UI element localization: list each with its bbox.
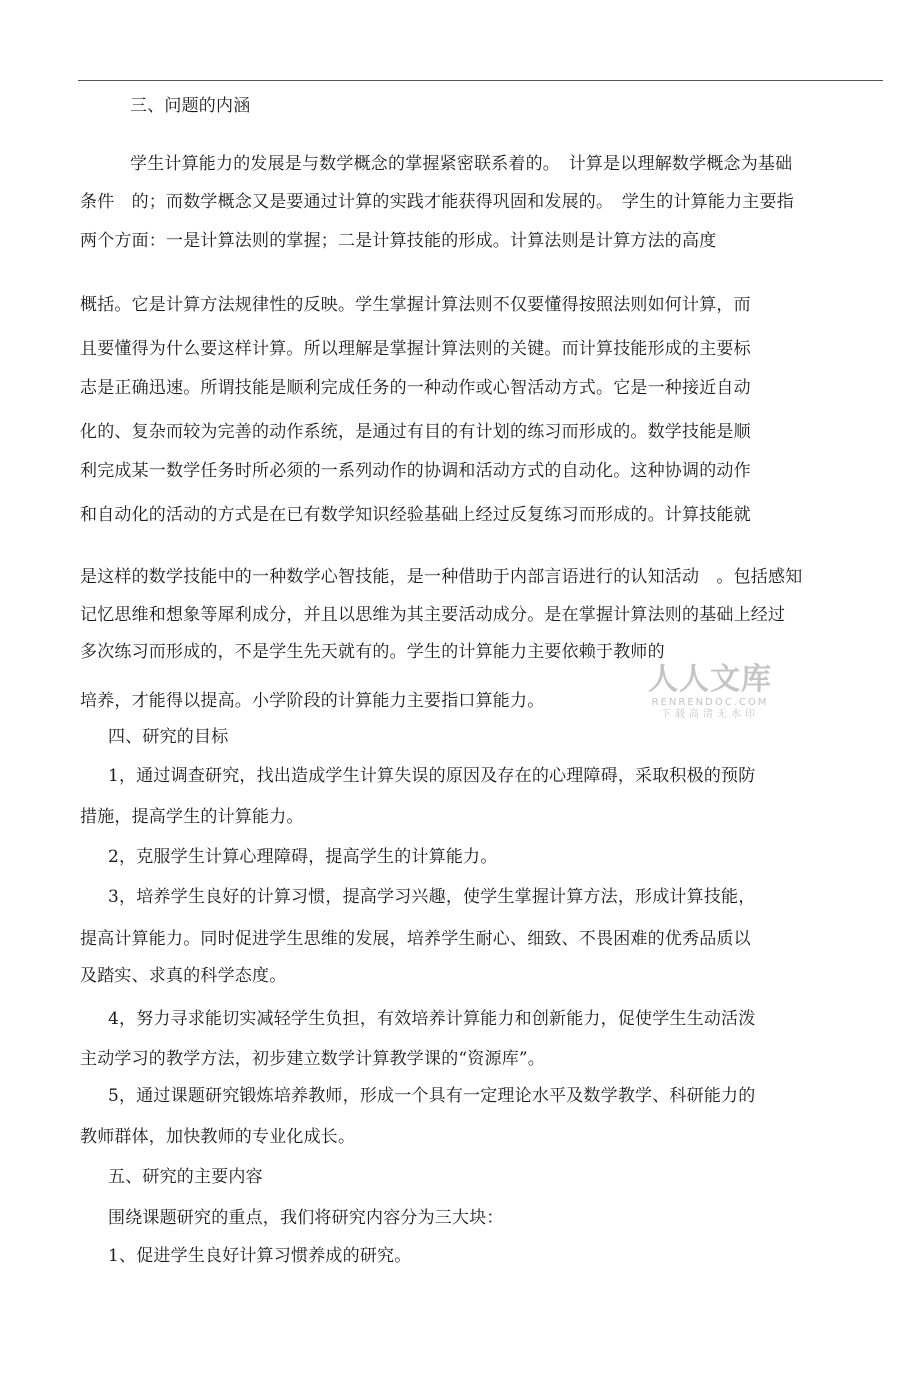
paragraph-line: 围绕课题研究的重点，我们将研究内容分为三大块： <box>108 1208 504 1228</box>
watermark-url: RENRENDOC.COM <box>651 697 769 708</box>
paragraph-line: 利完成某一数学任务时所必须的一系列动作的协调和活动方式的自动化。这种协调的动作 <box>80 461 751 481</box>
list-item: 2，克服学生计算心理障碍，提高学生的计算能力。 <box>108 847 498 867</box>
paragraph-line: 记忆思维和想象等犀利成分，并且以思维为其主要活动成分。是在掌握计算法则的基础上经过 <box>80 605 786 625</box>
paragraph-line: 志是正确迅速。所谓技能是顺利完成任务的一种动作或心智活动方式。它是一种接近自动 <box>80 378 751 398</box>
paragraph-line: 多次练习而形成的，不是学生先天就有的。学生的计算能力主要依赖于教师的 <box>80 642 665 662</box>
paragraph-line: 培养，才能得以提高。小学阶段的计算能力主要指口算能力。 <box>80 691 545 711</box>
section-heading-4: 四、研究的目标 <box>108 727 229 747</box>
list-item-continuation: 教师群体，加快教师的专业化成长。 <box>80 1127 356 1147</box>
paragraph-line: 概括。它是计算方法规律性的反映。学生掌握计算法则不仅要懂得按照法则如何计算，而 <box>80 295 751 315</box>
list-item-continuation: 主动学习的教学方法，初步建立数学计算教学课的“资源库”。 <box>80 1049 545 1069</box>
paragraph-line: 是这样的数学技能中的一种数学心智技能，是一种借助于内部言语进行的认知活动 。包括感知 <box>80 567 803 587</box>
list-item: 3，培养学生良好的计算习惯，提高学习兴趣，使学生掌握计算方法，形成计算技能， <box>108 887 756 907</box>
paragraph-line: 学生计算能力的发展是与数学概念的掌握紧密联系着的。 计算是以理解数学概念为基础 <box>130 154 793 174</box>
header-rule <box>78 80 883 81</box>
section-heading-5: 五、研究的主要内容 <box>108 1167 263 1187</box>
paragraph-line: 两个方面：一是计算法则的掌握；二是计算技能的形成。计算法则是计算方法的高度 <box>80 231 717 251</box>
list-item-continuation: 措施，提高学生的计算能力。 <box>80 807 304 827</box>
watermark-name: 人人文库 <box>648 662 772 697</box>
list-item: 5，通过课题研究锻炼培养教师，形成一个具有一定理论水平及数学教学、科研能力的 <box>108 1086 756 1106</box>
watermark-tagline: 下载高清无水印 <box>661 709 759 720</box>
paragraph-line: 且要懂得为什么要这样计算。所以理解是掌握计算法则的关键。而计算技能形成的主要标 <box>80 339 751 359</box>
paragraph-line: 和自动化的活动的方式是在已有数学知识经验基础上经过反复练习而形成的。计算技能就 <box>80 505 751 525</box>
list-item: 1，通过调查研究，找出造成学生计算失误的原因及存在的心理障碍，采取积极的预防 <box>108 766 756 786</box>
section-heading-3: 三、问题的内涵 <box>130 96 251 116</box>
list-item: 1、促进学生良好计算习惯养成的研究。 <box>108 1246 412 1266</box>
watermark-logo <box>640 663 780 721</box>
list-item-continuation: 及踏实、求真的科学态度。 <box>80 966 287 986</box>
paragraph-line: 化的、复杂而较为完善的动作系统，是通过有目的有计划的练习而形成的。数学技能是顺 <box>80 422 751 442</box>
list-item-continuation: 提高计算能力。同时促进学生思维的发展，培养学生耐心、细致、不畏困难的优秀品质以 <box>80 929 751 949</box>
paragraph-line: 条件 的；而数学概念又是要通过计算的实践才能获得巩固和发展的。 学生的计算能力主要指 <box>80 192 794 212</box>
list-item: 4，努力寻求能切实减轻学生负担，有效培养计算能力和创新能力，促使学生生动活泼 <box>108 1009 756 1029</box>
